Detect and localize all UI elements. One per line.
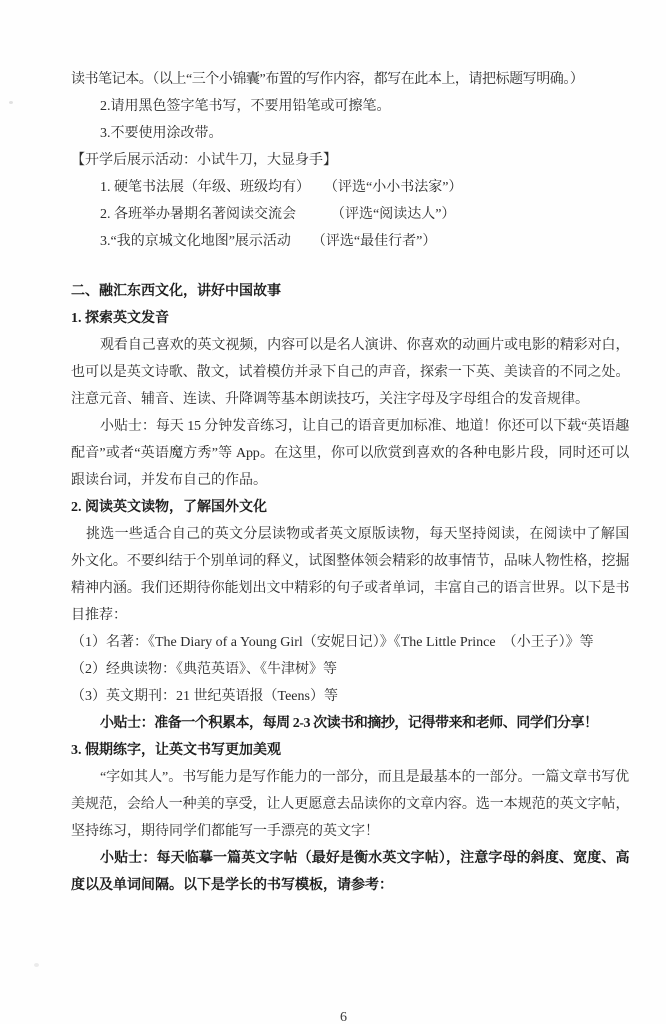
text-line: 2.请用黑色签字笔书写，不要用铅笔或可擦笔。	[100, 99, 391, 114]
text-line: 【开学后展示活动：小试牛刀，大显身手】	[71, 153, 337, 168]
text-line: 目推荐：	[71, 608, 127, 623]
page-number: 6	[340, 1010, 347, 1024]
text-line: 也可以是英文诗歌、散文，试着模仿并录下自己的声音，探索一下英、美读音的不同之处。	[71, 365, 629, 380]
scan-speck	[34, 963, 39, 967]
text-line: “字如其人”。书写能力是写作能力的一部分，而且是最基本的一部分。一篇文章书写优	[100, 770, 629, 785]
text-line: 配音”或者“英语魔方秀”等 App。在这里，你可以欣赏到喜欢的各种电影片段，同时还可以	[71, 446, 629, 461]
text-line: 注意元音、辅音、连读、升降调等基本朗读技巧，关注字母及字母组合的发音规律。	[71, 392, 589, 407]
scan-speck	[9, 101, 13, 104]
text-line: 跟读台词，并发布自己的作品。	[71, 473, 267, 488]
heading-line: 度以及单词间隔。以下是学长的书写模板，请参考：	[71, 878, 393, 893]
text-line: 读书笔记本。（以上“三个小锦囊”布置的写作内容，都写在此本上，请把标题写明确。）	[71, 72, 584, 87]
heading-line: 3. 假期练字，让英文书写更加美观	[71, 743, 281, 758]
heading-line: 二、融汇东西文化，讲好中国故事	[71, 284, 281, 299]
text-line: 3.不要使用涂改带。	[100, 126, 223, 141]
heading-line: 2. 阅读英文读物，了解国外文化	[71, 500, 267, 515]
document-body	[71, 66, 629, 899]
text-line: 2. 各班举办暑期名著阅读交流会 （评选“阅读达人”）	[100, 207, 456, 222]
heading-line: 1. 探索英文发音	[71, 311, 169, 326]
text-line: 外文化。不要纠结于个别单词的释义，试图整体领会精彩的故事情节，品味人物性格，挖掘	[71, 554, 629, 569]
text-line: 挑选一些适合自己的英文分层读物或者英文原版读物，每天坚持阅读，在阅读中了解国	[86, 527, 629, 542]
heading-line: 小贴士：准备一个积累本，每周 2-3 次读书和摘抄，记得带来和老师、同学们分享！	[100, 716, 598, 731]
text-line: 小贴士：每天 15 分钟发音练习，让自己的语音更加标准、地道！你还可以下载“英语趣	[100, 419, 629, 434]
text-line: 精神内涵。我们还期待你能划出文中精彩的句子或者单词，丰富自己的语言世界。以下是书	[71, 581, 629, 596]
text-line: 坚持练习，期待同学们都能写一手漂亮的英文字！	[71, 824, 379, 839]
text-line: （2）经典读物：《典范英语》、《牛津树》等	[71, 662, 337, 677]
heading-line: 小贴士：每天临摹一篇英文字帖（最好是衡水英文字帖），注意字母的斜度、宽度、高	[100, 851, 629, 866]
text-line: （3）英文期刊：21 世纪英语报（Teens）等	[71, 689, 338, 704]
text-line: 美规范，会给人一种美的享受，让人更愿意去品读你的文章内容。选一本规范的英文字帖，	[71, 797, 629, 812]
text-line: （1）名著：《The Diary of a Young Girl（安妮日记）》《The Little Prince （小王子）》等	[71, 635, 594, 650]
text-line: 1. 硬笔书法展（年级、班级均有） （评选“小小书法家”）	[100, 180, 463, 195]
text-line: 观看自己喜欢的英文视频，内容可以是名人演讲、你喜欢的动画片或电影的精彩对白，	[100, 338, 629, 353]
paragraph-gap	[71, 255, 629, 278]
text-line: 3.“我的京城文化地图”展示活动 （评选“最佳行者”）	[100, 234, 437, 249]
